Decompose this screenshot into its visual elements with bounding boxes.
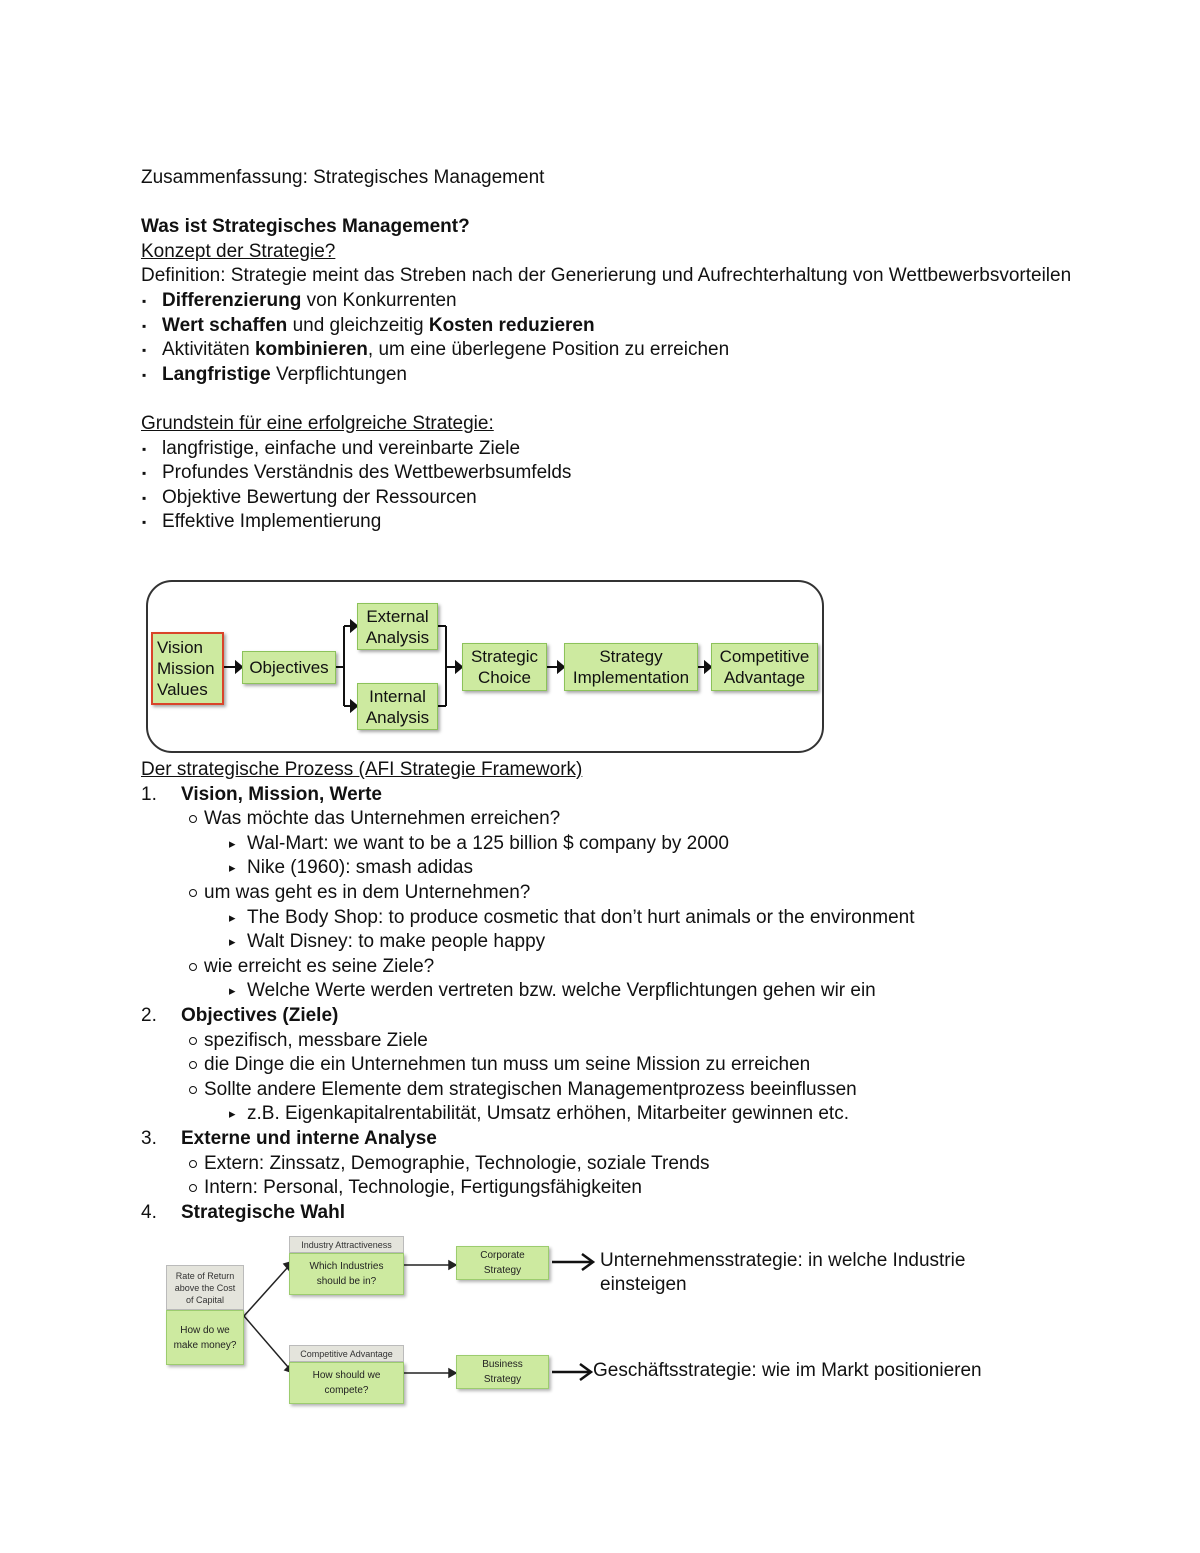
process-item-2: 2. Objectives (Ziele) <box>141 1004 339 1026</box>
list-item: spezifisch, messbare Ziele <box>141 1029 1141 1054</box>
list-item: ▪ Effektive Implementierung <box>141 510 1141 535</box>
process-item-3: 3. Externe und interne Analyse <box>141 1127 437 1149</box>
competitive-advantage-header: Competitive Advantage <box>289 1345 404 1362</box>
list-item: ▪ Objektive Bewertung der Ressourcen <box>141 486 1141 511</box>
list-item: wie erreicht es seine Ziele? <box>141 955 1141 980</box>
which-industries-box: Which Industries should be in? <box>289 1253 404 1295</box>
list-item: ▸ z.B. Eigenkapitalrentabilität, Umsatz erhöhen, Mitarbeiter gewinnen etc. <box>141 1102 1141 1127</box>
list-item: ▪ Profundes Verständnis des Wettbewerbsumfelds <box>141 461 1141 486</box>
strategic-choice-box: Strategic Choice <box>462 643 547 691</box>
how-compete-box: How should we compete? <box>289 1362 404 1404</box>
process-label: Der strategische Prozess (AFI Strategie Framework) <box>141 759 583 780</box>
concept-label: Konzept der Strategie? <box>141 240 336 262</box>
section-heading: Was ist Strategisches Management? <box>141 216 470 238</box>
process-item-4: 4. Strategische Wahl <box>141 1201 346 1223</box>
business-strategy-box: Business Strategy <box>456 1355 549 1389</box>
vision-mission-values-box: Vision Mission Values <box>151 632 224 705</box>
document-title: Zusammenfassung: Strategisches Management <box>141 167 545 188</box>
corporate-strategy-note: Unternehmensstrategie: in welche Industrie einsteigen <box>600 1250 966 1295</box>
external-analysis-box: External Analysis <box>357 603 438 650</box>
process-item-1: 1. Vision, Mission, Werte <box>141 783 382 805</box>
arrow-icon <box>552 1254 593 1380</box>
corporate-strategy-box: Corporate Strategy <box>456 1246 549 1280</box>
competitive-advantage-box: Competitive Advantage <box>711 643 818 691</box>
list-item: ▪ Aktivitäten kombinieren, um eine überlegene Position zu erreichen <box>141 338 1141 363</box>
list-item: ▪ Differenzierung von Konkurrenten <box>141 289 1141 314</box>
internal-analysis-box: Internal Analysis <box>357 683 438 730</box>
list-item: Intern: Personal, Technologie, Fertigungsfähigkeiten <box>141 1176 1141 1201</box>
list-item: um was geht es in dem Unternehmen? <box>141 881 1141 906</box>
foundation-label: Grundstein für eine erfolgreiche Strategie: <box>141 412 494 434</box>
list-item: ▪ langfristige, einfache und vereinbarte Ziele <box>141 437 1141 462</box>
strategy-implementation-box: Strategy Implementation <box>564 643 698 691</box>
list-item: ▸ The Body Shop: to produce cosmetic that don’t hurt animals or the environment <box>141 906 1141 931</box>
make-money-box: How do we make money? <box>166 1310 244 1365</box>
list-item: ▸ Wal-Mart: we want to be a 125 billion $ company by 2000 <box>141 832 1141 857</box>
objectives-box: Objectives <box>242 651 336 684</box>
list-item: ▸ Welche Werte werden vertreten bzw. welche Verpflichtungen gehen wir ein <box>141 979 1141 1004</box>
list-item: ▪ Wert schaffen und gleichzeitig Kosten reduzieren <box>141 314 1141 339</box>
list-item: Extern: Zinssatz, Demographie, Technologie, soziale Trends <box>141 1152 1141 1177</box>
list-item: Sollte andere Elemente dem strategischen Managementprozess beeinflussen <box>141 1078 1141 1103</box>
list-item: ▸ Nike (1960): smash adidas <box>141 856 1141 881</box>
definition-text: Definition: Strategie meint das Streben nach der Generierung und Aufrechterhaltung von Wettbewerbsvorteilen <box>141 265 1072 287</box>
rate-of-return-header: Rate of Return above the Cost of Capital <box>166 1265 244 1310</box>
list-item: die Dinge die ein Unternehmen tun muss um seine Mission zu erreichen <box>141 1053 1141 1078</box>
list-item: ▪ Langfristige Verpflichtungen <box>141 363 1141 388</box>
list-item: Was möchte das Unternehmen erreichen? <box>141 807 1141 832</box>
list-item: ▸ Walt Disney: to make people happy <box>141 930 1141 955</box>
industry-attractiveness-header: Industry Attractiveness <box>289 1236 404 1253</box>
business-strategy-note: Geschäftsstrategie: wie im Markt positionieren <box>593 1360 982 1381</box>
